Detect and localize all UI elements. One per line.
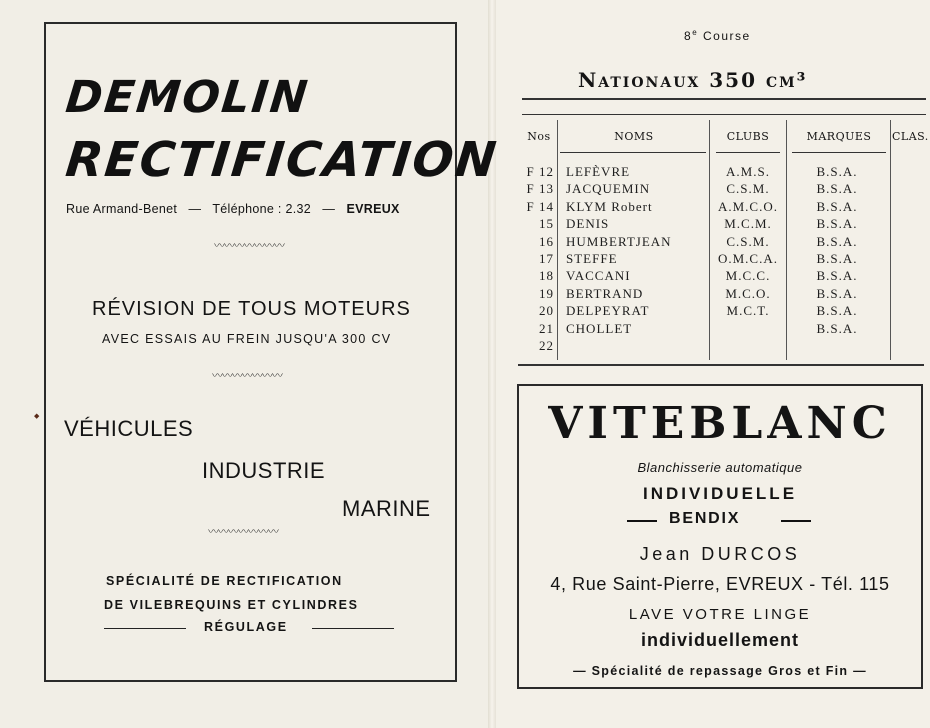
entry-number: 16 xyxy=(539,233,554,249)
entry-number: 21 xyxy=(539,320,554,336)
wavy-divider-icon: 〰〰〰〰〰〰〰 xyxy=(214,242,284,250)
entry-club: M.C.C. xyxy=(725,268,771,284)
header-underline xyxy=(560,152,706,153)
service-heading: RÉVISION DE TOUS MOTEURS xyxy=(92,298,411,320)
entry-club: C.S.M. xyxy=(726,233,770,249)
entry-number: 15 xyxy=(539,216,554,232)
divider-line xyxy=(104,628,186,629)
regulage-row xyxy=(104,620,394,636)
entry-club: A.M.S. xyxy=(726,164,770,179)
book-gutter xyxy=(488,0,496,728)
service-subheading: AVEC ESSAIS AU FREIN JUSQU'A 300 CV xyxy=(102,332,392,346)
entry-brand: B.S.A. xyxy=(816,164,858,179)
entry-brand: B.S.A. xyxy=(816,181,858,197)
entry-number: 19 xyxy=(539,285,554,301)
entry-number: F 12 xyxy=(526,164,554,179)
separator-dash: — xyxy=(314,202,343,216)
separator-dash: — xyxy=(180,202,209,216)
entry-name: CHOLLET xyxy=(566,320,633,336)
entry-club: M.C.T. xyxy=(726,303,770,319)
divider-line xyxy=(627,520,657,522)
table-top-rule xyxy=(522,98,926,100)
entry-number: 20 xyxy=(539,303,554,319)
tagline: Blanchisserie automatique xyxy=(637,460,803,475)
column-divider xyxy=(786,120,787,360)
bendix-row xyxy=(627,510,813,530)
entry-name: STEFFE xyxy=(566,251,618,266)
entry-brand: B.S.A. xyxy=(816,233,858,249)
specialty-line1: SPÉCIALITÉ DE RECTIFICATION xyxy=(106,574,343,588)
phone-number: Téléphone : 2.32 xyxy=(212,202,311,216)
entry-brand: B.S.A. xyxy=(816,303,858,319)
header-rank: CLAS. xyxy=(892,130,929,143)
owner-name: Jean DURCOS xyxy=(639,544,801,564)
divider-line xyxy=(781,520,811,522)
race-title: Nationaux 350 cm³ xyxy=(578,68,808,92)
column-divider xyxy=(890,120,891,360)
entry-brand: B.S.A. xyxy=(816,216,858,232)
margin-mark: ◆ xyxy=(34,413,40,420)
laundry-address: 4, Rue Saint-Pierre, EVREUX - Tél. 115 xyxy=(550,574,890,594)
entry-name: DELPEYRAT xyxy=(566,303,650,319)
category-vehicles: VÉHICULES xyxy=(64,416,194,441)
header-number: Nos xyxy=(527,130,551,143)
entry-number: F 13 xyxy=(526,181,554,197)
contact-line xyxy=(66,202,446,216)
bendix-label: BENDIX xyxy=(669,510,741,527)
entry-brand: B.S.A. xyxy=(816,198,858,214)
entry-brand: B.S.A. xyxy=(816,285,858,301)
individuelle-label: INDIVIDUELLE xyxy=(642,484,798,503)
category-industry: INDUSTRIE xyxy=(202,458,326,483)
entry-name: HUMBERTJEAN xyxy=(566,233,672,249)
course-number-suffix: e xyxy=(692,28,699,37)
entry-club: C.S.M. xyxy=(726,181,770,197)
entry-club: A.M.C.O. xyxy=(717,198,778,214)
brand-name-line1: DEMOLIN xyxy=(63,72,312,123)
header-underline xyxy=(792,152,886,153)
entry-name: BERTRAND xyxy=(566,285,644,301)
wavy-divider-icon: 〰〰〰〰〰〰〰 xyxy=(208,528,278,536)
table-top-rule-2 xyxy=(522,114,926,115)
divider-line xyxy=(312,628,394,629)
slogan-bold: individuellement xyxy=(640,630,800,650)
specialty-line3: RÉGULAGE xyxy=(204,620,288,634)
specialty-line2: DE VILEBREQUINS ET CYLINDRES xyxy=(104,598,359,612)
header-clubs: CLUBS xyxy=(726,130,770,143)
header-names: NOMS xyxy=(614,130,654,143)
entry-name: DENIS xyxy=(566,216,610,232)
entry-brand: B.S.A. xyxy=(816,320,858,336)
entry-number: F 14 xyxy=(526,198,554,214)
brand-name-line2: RECTIFICATION xyxy=(63,132,501,188)
category-marine: MARINE xyxy=(342,496,431,521)
column-divider xyxy=(709,120,710,360)
course-number-value: 8 xyxy=(684,29,693,43)
header-underline xyxy=(716,152,780,153)
header-brands: MARQUES xyxy=(806,130,872,143)
slogan: LAVE VOTRE LINGE xyxy=(628,606,812,623)
entry-brand: B.S.A. xyxy=(816,251,858,266)
course-number xyxy=(684,28,751,43)
entry-name: VACCANI xyxy=(566,268,631,284)
column-divider xyxy=(557,120,558,360)
entry-club: O.M.C.A. xyxy=(717,251,778,266)
wavy-divider-icon: 〰〰〰〰〰〰〰 xyxy=(212,372,282,380)
street-address: Rue Armand-Benet xyxy=(66,202,178,216)
entry-number: 17 xyxy=(539,251,554,266)
entry-number: 22 xyxy=(539,338,554,353)
entry-number: 18 xyxy=(539,268,554,284)
entry-club: M.C.M. xyxy=(724,216,772,232)
footer-specialty: — Spécialité de repassage Gros et Fin — xyxy=(573,664,867,678)
entry-name: JACQUEMIN xyxy=(566,181,651,197)
table-bottom-rule xyxy=(518,364,924,366)
entry-name: LEFÈVRE xyxy=(566,164,631,179)
demolin-advertisement xyxy=(44,22,501,682)
viteblanc-brand: VITEBLANC xyxy=(548,398,892,449)
entry-club: M.C.O. xyxy=(725,285,771,301)
city: EVREUX xyxy=(346,202,400,216)
entry-name: KLYM Robert xyxy=(566,198,653,214)
course-label: Course xyxy=(702,29,751,43)
entry-brand: B.S.A. xyxy=(816,268,858,284)
